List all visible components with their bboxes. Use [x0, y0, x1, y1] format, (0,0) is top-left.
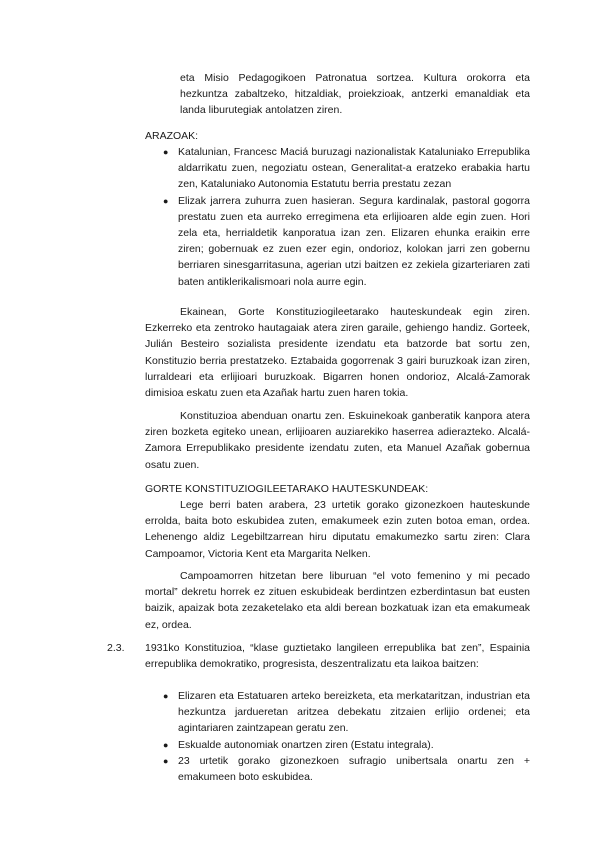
bullet-icon: ● — [163, 691, 169, 701]
ekainean-paragraph: Ekainean, Gorte Konstituziogileetarako hauteskundeak egin ziren. Ezkerreko eta zentroko hautagaiak atera ziren garaile, gehiengo handiz. Gorteek, Julián Besteiro sozialista presidente izendatu eta batzorde bat sortu zen, Konstituzio berria prestatzeko. Eztabaida gogorrenak 3 gairi buruzkoak izan ziren, lurraldeari eta erlijioari buruzkoak. Bigarren honen ondorioz, Alcalá-Zamorak dimisioa eskatu zuen eta Azañak hartu zuen haren tokia. — [145, 306, 530, 400]
bullet-icon: ● — [163, 755, 169, 766]
list-item-text: Elizak jarrera zuhurra zuen hasieran. Segura kardinalak, pastoral gogorra prestatu zuen eta aurreko erregimena eta erlijioaren alde egin zuen. Hori zela eta, herrialdetik kanporatua izan zen. Elizaren ehunka eraikin erre ziren; gobernuak ez zuen ezer egin, ondorioz, kolokan jarri zen gobernu berriaren sinesgarritasuna, agerian utzi baitzen ez zekiela gizarteriaren zati baten antiklerikalismoari nola aurre egin. — [178, 194, 530, 288]
campoamor-paragraph: Campoamorren hitzetan bere liburuan “el voto femenino y mi pecado mortal” dekretu horrek ez zituen eskubideak berdintzen ezberdintasun bat eusten baizik, apaizak bota zezaketelako eta aldi berean bozkatuak izan eta emakumeak ez, ordea. — [145, 570, 530, 631]
bullet-icon: ● — [163, 195, 169, 206]
arazoak-list — [163, 144, 530, 290]
bullet-icon: ● — [163, 147, 169, 157]
section-list — [163, 688, 530, 785]
konstituzioa-paragraph: Konstituzioa abenduan onartu zen. Eskuinekoak ganberatik kanpora atera ziren bozketa egiteko unean, erlijioaren auziarekiko haserrea adierazteko. Alcalá-Zamora Errepublikako presidente izendatu zuten, eta Manuel Azañak gobernua osatu zuen. — [145, 410, 530, 471]
section-intro: 1931ko Konstituzioa, “klase guztietako langileen errepublika bat zen”, Espainia errepublika demokratiko, progresista, deszentralizatu eta laikoa baitzen: — [145, 642, 530, 671]
list-item-text: Elizaren eta Estatuaren arteko bereizketa, eta merkataritzan, industrian eta hezkuntza jardueretan aritzea debekatu zitzaien erlijio ordenei; eta agintariaren zaintzapean geratu zen. — [178, 690, 530, 735]
list-item-text: Eskualde autonomiak onartzen ziren (Estatu integrala). — [178, 738, 434, 751]
list-item — [163, 193, 530, 290]
section-number: 2.3. — [107, 642, 125, 654]
list-item — [163, 753, 530, 785]
gorte-paragraph: Lege berri baten arabera, 23 urtetik gorako gizonezkoen hauteskunde errolda, baita boto eskubidea zuten, emakumeek ezin zuten botoa eman, ordea. Lehenengo aldiz Legebiltzarrean hiru diputatu emakumezko sartu ziren: Clara Campoamor, Victoria Kent eta Margarita Nelken. — [145, 499, 530, 560]
arazoak-heading: ARAZOAK: — [145, 130, 199, 142]
gorte-heading: GORTE KONSTITUZIOGILEETARAKO HAUTESKUNDEAK: — [145, 483, 429, 495]
list-item-text: Katalunian, Francesc Maciá buruzagi nazionalistak Kataluniako Errepublika aldarrikatu zuen, negoziatu ostean, Generalitat-a eratzeko erabakia hartu zen, Kataluniako Autonomia Estatutu berria prestatu zezan — [178, 146, 530, 191]
list-item-text: 23 urtetik gorako gizonezkoen sufragio unibertsala onartu zen + emakumeen boto eskubidea. — [178, 754, 530, 784]
intro-paragraph: eta Misio Pedagogikoen Patronatua sortzea. Kultura orokorra eta hezkuntza zabaltzeko, hitzaldiak, proiekzioak, antzerki emanaldiak eta landa liburutegiak antolatzen ziren. — [180, 72, 530, 117]
bullet-icon: ● — [163, 739, 169, 750]
list-item — [163, 737, 530, 753]
list-item — [163, 144, 530, 193]
list-item — [163, 688, 530, 737]
